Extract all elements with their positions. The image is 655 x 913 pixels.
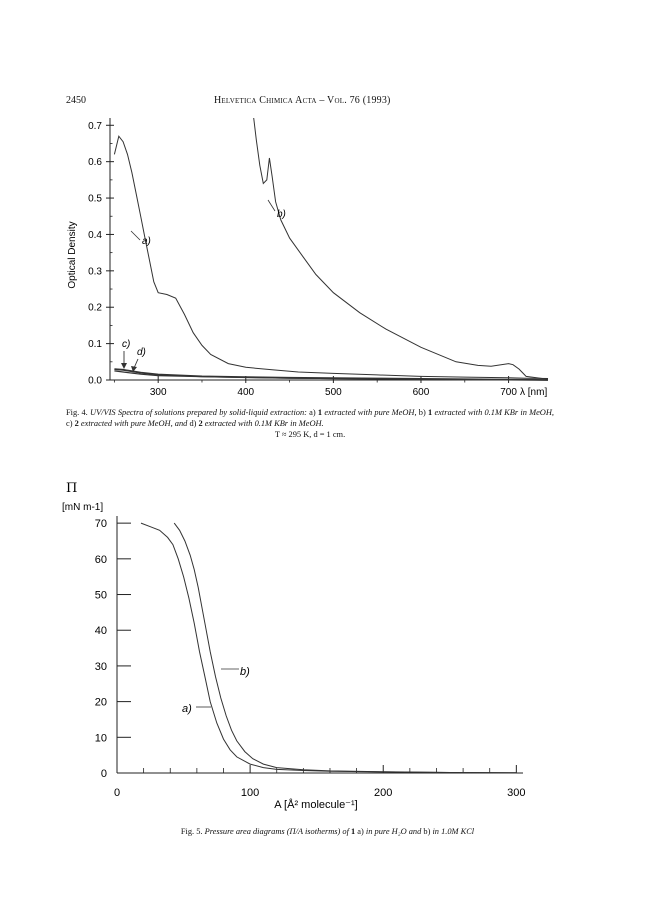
y-tick-label: 0.4 bbox=[88, 229, 102, 241]
caption-text-a: in pure H₂O and bbox=[365, 827, 422, 836]
leader-line bbox=[131, 231, 140, 240]
x-tick-label: 300 bbox=[507, 787, 526, 799]
y-tick-label: 0.6 bbox=[88, 157, 102, 169]
series-line-b bbox=[254, 118, 548, 379]
x-tick-label: 600 bbox=[412, 387, 430, 398]
y-tick-label: 10 bbox=[94, 732, 107, 745]
figure-4-uv-vis-chart bbox=[67, 118, 548, 398]
series-label: d) bbox=[137, 347, 146, 358]
x-tick-label: 200 bbox=[374, 787, 393, 799]
series-line-a bbox=[114, 136, 548, 378]
x-tick-label: 100 bbox=[240, 787, 260, 799]
x-tick-label: 0 bbox=[113, 787, 121, 799]
caption-item-c: c) 2 extracted with pure MeOH, and bbox=[66, 419, 188, 428]
x-axis-label: A [Å² molecule⁻¹] bbox=[274, 799, 358, 811]
x-tick-label: 700 bbox=[500, 387, 517, 398]
caption-conditions: T ≈ 295 K, d = 1 cm. bbox=[274, 430, 346, 439]
series-line-a bbox=[141, 523, 516, 773]
y-tick-label: 40 bbox=[94, 625, 107, 638]
figure-4-caption bbox=[66, 407, 554, 440]
journal-running-header: Helvetica Chimica Acta – Vol. 76 (1993) bbox=[214, 95, 391, 106]
figure-5-caption bbox=[0, 826, 655, 837]
x-tick-label: 300 bbox=[149, 387, 167, 398]
caption-label: Fig. 5. bbox=[180, 827, 203, 836]
caption-key-a: a) bbox=[357, 827, 364, 836]
y-tick-label: 0.7 bbox=[88, 120, 102, 132]
caption-key-b: b) bbox=[423, 827, 431, 836]
series-label: a) bbox=[142, 236, 151, 247]
figure-5-isotherm-chart bbox=[62, 481, 526, 811]
y-tick-label: 0.5 bbox=[88, 193, 102, 205]
y-tick-label: 20 bbox=[94, 696, 107, 709]
y-tick-label: 0.2 bbox=[88, 302, 102, 314]
series-label: b) bbox=[240, 666, 250, 678]
series-label: a) bbox=[182, 703, 192, 715]
y-tick-label: 0.0 bbox=[88, 375, 102, 387]
x-tick-label: 500 bbox=[325, 387, 342, 398]
caption-title: UV/VIS Spectra of solutions prepared by solid-liquid extraction: bbox=[90, 408, 307, 417]
x-axis-label: λ [nm] bbox=[520, 387, 548, 398]
caption-item-d: d) 2 extracted with 0.1M KBr in MeOH. bbox=[189, 419, 324, 428]
arrow-head bbox=[121, 363, 127, 369]
y-tick-label: 0.1 bbox=[88, 339, 102, 351]
caption-compound: 1 bbox=[351, 827, 356, 836]
page-number: 2450 bbox=[66, 95, 86, 106]
y-axis-label: [mN m-1] bbox=[62, 502, 104, 513]
y-axis-label: Optical Density bbox=[67, 221, 78, 289]
x-tick-label: 400 bbox=[237, 387, 255, 398]
y-tick-label: 60 bbox=[94, 553, 107, 566]
caption-title: Pressure area diagrams (Π/A isotherms) of bbox=[204, 827, 349, 836]
y-tick-label: 30 bbox=[94, 660, 107, 673]
y-axis-symbol: Π bbox=[66, 481, 78, 496]
leader-line bbox=[268, 200, 275, 211]
series-label: c) bbox=[122, 339, 131, 350]
y-tick-label: 0 bbox=[100, 768, 107, 780]
y-tick-label: 70 bbox=[94, 518, 107, 531]
caption-item-a: a) 1 extracted with pure MeOH, bbox=[309, 408, 417, 417]
y-tick-label: 0.3 bbox=[88, 266, 102, 278]
series-line-b bbox=[174, 523, 516, 773]
caption-label: Fig. 4. bbox=[66, 408, 88, 417]
series-label: b) bbox=[277, 209, 286, 220]
caption-item-b: b) 1 extracted with 0.1M KBr in MeOH, bbox=[418, 408, 554, 417]
y-tick-label: 50 bbox=[94, 589, 107, 602]
caption-text-b: in 1.0M KCl bbox=[432, 827, 475, 836]
